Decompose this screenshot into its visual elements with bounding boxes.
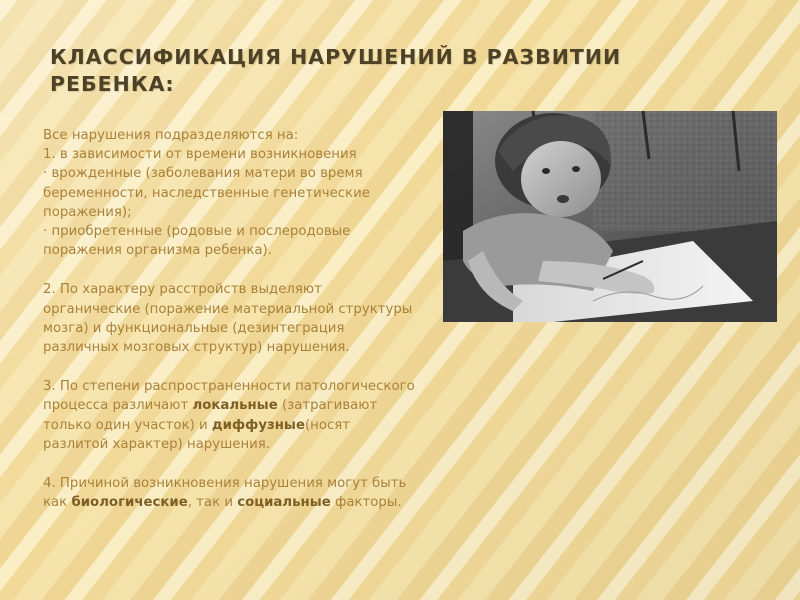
text-run: процесса различают	[43, 398, 193, 414]
paragraph-gap	[43, 357, 513, 377]
text-run: только один участок) и	[43, 417, 212, 433]
congenital-line-1: · врожденные (заболевания матери во время	[43, 166, 363, 182]
classification-4-line-1: 4. Причиной возникновения нарушения могут быть	[43, 476, 407, 492]
text-run: , так и	[187, 495, 238, 511]
text-run: как	[43, 495, 72, 511]
text-run: (носят	[304, 417, 351, 433]
intro-text: Все нарушения подразделяются на:	[43, 128, 299, 143]
congenital-line-2: беременности, наследственные генетические	[43, 185, 370, 201]
classification-3-line-3	[43, 416, 513, 435]
classification-3-line-4: разлитой характер) нарушения.	[43, 436, 271, 452]
classification-3-line-2	[43, 396, 513, 415]
term-local: локальные	[192, 398, 278, 414]
slide-title-line-2: РЕБЕНКА:	[50, 72, 175, 96]
acquired-line-2: поражения организма ребенка).	[43, 243, 272, 259]
term-social: социальные	[237, 495, 331, 511]
term-diffuse: диффузные	[211, 417, 305, 433]
classification-4-line-2	[43, 493, 513, 512]
text-run: (затрагивают	[277, 398, 378, 414]
slide-title-line-1: КЛАССИФИКАЦИЯ НАРУШЕНИЙ В РАЗВИТИИ	[50, 45, 622, 69]
classification-2-line-2: органические (поражение материальной структуры	[43, 301, 413, 317]
term-biological: биологические	[71, 495, 188, 511]
classification-2-line-1: 2. По характеру расстройств выделяют	[43, 282, 322, 298]
paragraph-gap	[43, 260, 513, 280]
text-run: факторы.	[330, 495, 402, 511]
acquired-line-1: · приобретенные (родовые и послеродовые	[43, 224, 351, 240]
classification-3-line-1: 3. По степени распространенности патологического	[43, 379, 415, 395]
classification-2-line-3: мозга) и функциональные (дезинтеграция	[43, 320, 345, 336]
slide-title	[50, 44, 690, 98]
slide-body	[43, 126, 513, 512]
congenital-line-3: поражения);	[43, 204, 132, 220]
paragraph-gap	[43, 454, 513, 474]
classification-2-line-4: различных мозговых структур) нарушения.	[43, 340, 350, 356]
classification-1-heading: 1. в зависимости от времени возникновения	[43, 147, 357, 163]
